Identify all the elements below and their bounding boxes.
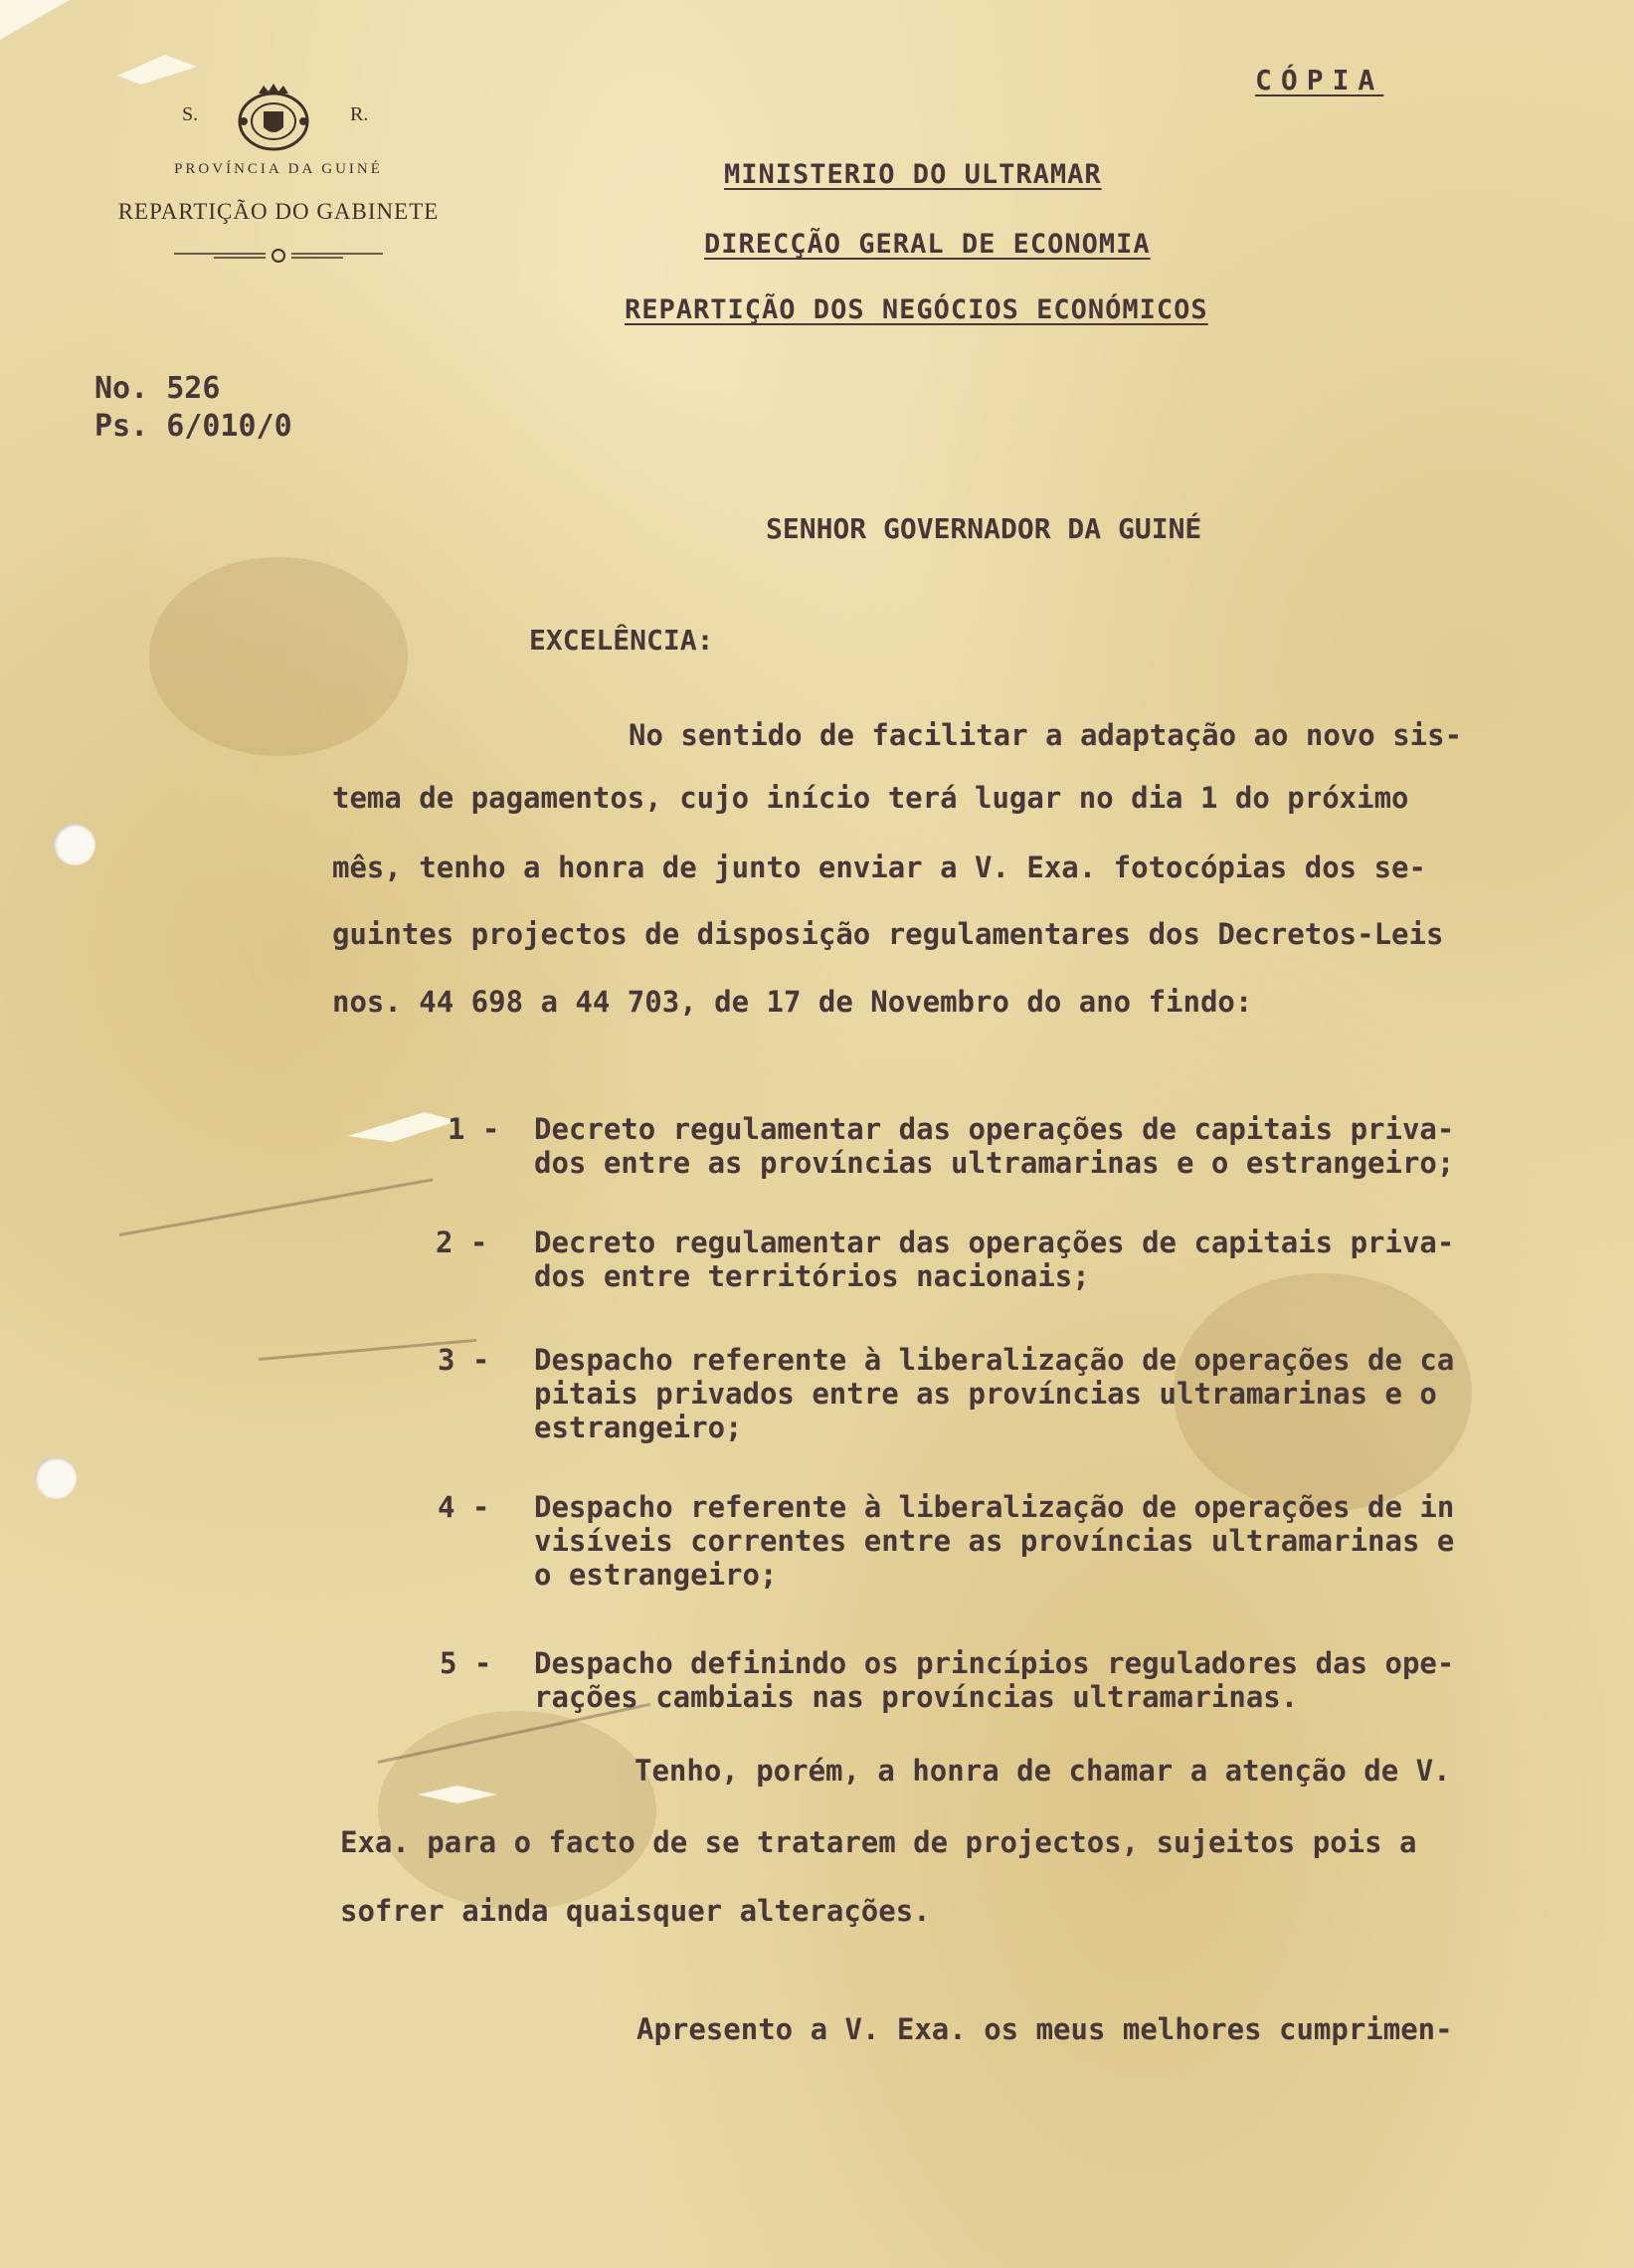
paragraph1-line: nos. 44 698 a 44 703, de 17 de Novembro do ano findo: xyxy=(332,985,1253,1019)
paper-stain xyxy=(378,1711,656,1910)
list-item-line: dos entre as províncias ultramarinas e o estrangeiro; xyxy=(534,1146,1455,1180)
punch-hole xyxy=(54,824,95,865)
list-item-text xyxy=(534,1490,1588,1592)
list-item-line: pitais privados entre as províncias ultramarinas e o xyxy=(534,1377,1437,1411)
reference-block xyxy=(94,370,292,446)
list-item-number: 2 - xyxy=(436,1226,488,1259)
copy-mark: CÓPIA xyxy=(1255,64,1384,96)
paragraph1-line: mês, tenho a honra de junto enviar a V. Exa. fotocópias dos se- xyxy=(332,850,1426,884)
list-item-line: rações cambiais nas províncias ultramarinas. xyxy=(534,1680,1299,1714)
letterhead-left-initial: S. xyxy=(182,103,199,125)
addressee: SENHOR GOVERNADOR DA GUINÉ xyxy=(766,512,1202,545)
header-directorate: DIRECÇÃO GERAL DE ECONOMIA xyxy=(704,229,1151,260)
list-item-line: dos entre territórios nacionais; xyxy=(534,1259,1090,1293)
coat-of-arms-icon xyxy=(229,80,318,159)
fold-crease xyxy=(119,1178,434,1236)
list-item-text xyxy=(534,1343,1588,1444)
list-item-line: Despacho referente à liberalização de operações de ca xyxy=(534,1343,1455,1377)
paragraph2-line: sofrer ainda quaisquer alterações. xyxy=(340,1894,931,1928)
list-item-text xyxy=(534,1112,1588,1180)
header-ministry: MINISTERIO DO ULTRAMAR xyxy=(724,159,1102,190)
list-item-number: 4 - xyxy=(438,1490,490,1524)
paragraph2-line: Exa. para o facto de se tratarem de projectos, sujeitos pois a xyxy=(340,1825,1417,1859)
salutation: EXCELÊNCIA: xyxy=(529,624,714,657)
paper-tear xyxy=(348,1112,457,1142)
paragraph1-line: guintes projectos de disposição regulamentares dos Decretos-Leis xyxy=(332,917,1444,951)
closing-line: Apresento a V. Exa. os meus melhores cumprimen- xyxy=(636,2012,1453,2046)
punch-hole xyxy=(35,1457,77,1499)
letterhead xyxy=(70,30,487,288)
list-item-number: 3 - xyxy=(438,1343,490,1377)
letterhead-office: REPARTIÇÃO DO GABINETE xyxy=(117,199,440,224)
list-item-line: estrangeiro; xyxy=(534,1411,743,1444)
list-item-line: Decreto regulamentar das operações de capitais priva- xyxy=(534,1226,1455,1259)
paper-stain xyxy=(149,557,408,756)
list-item-line: Despacho definindo os princípios reguladores das ope- xyxy=(534,1646,1455,1680)
list-item-number: 5 - xyxy=(440,1646,492,1680)
reference-process: Ps. 6/010/0 xyxy=(94,409,292,444)
list-item-line: Despacho referente à liberalização de operações de in xyxy=(534,1490,1455,1524)
list-item-line: visíveis correntes entre as províncias ultramarinas e xyxy=(534,1524,1455,1558)
list-item-text xyxy=(534,1226,1588,1293)
ornamental-rule xyxy=(174,244,383,268)
letterhead-right-initial: R. xyxy=(350,103,369,125)
list-item-text xyxy=(534,1646,1588,1714)
list-item-line: Decreto regulamentar das operações de capitais priva- xyxy=(534,1112,1455,1146)
paragraph2-line: Tenho, porém, a honra de chamar a atenção de V. xyxy=(635,1754,1451,1788)
paragraph1-line: No sentido de facilitar a adaptação ao novo sis- xyxy=(629,718,1463,752)
torn-corner xyxy=(0,0,70,40)
paragraph1-line: tema de pagamentos, cujo início terá lugar no dia 1 do próximo xyxy=(332,781,1409,815)
header-department: REPARTIÇÃO DOS NEGÓCIOS ECONÓMICOS xyxy=(625,294,1208,325)
list-item-line: o estrangeiro; xyxy=(534,1558,778,1592)
reference-number: No. 526 xyxy=(94,371,221,406)
letterhead-province: PROVÍNCIA DA GUINÉ xyxy=(174,161,383,177)
list-item-number: 1 - xyxy=(448,1112,500,1146)
